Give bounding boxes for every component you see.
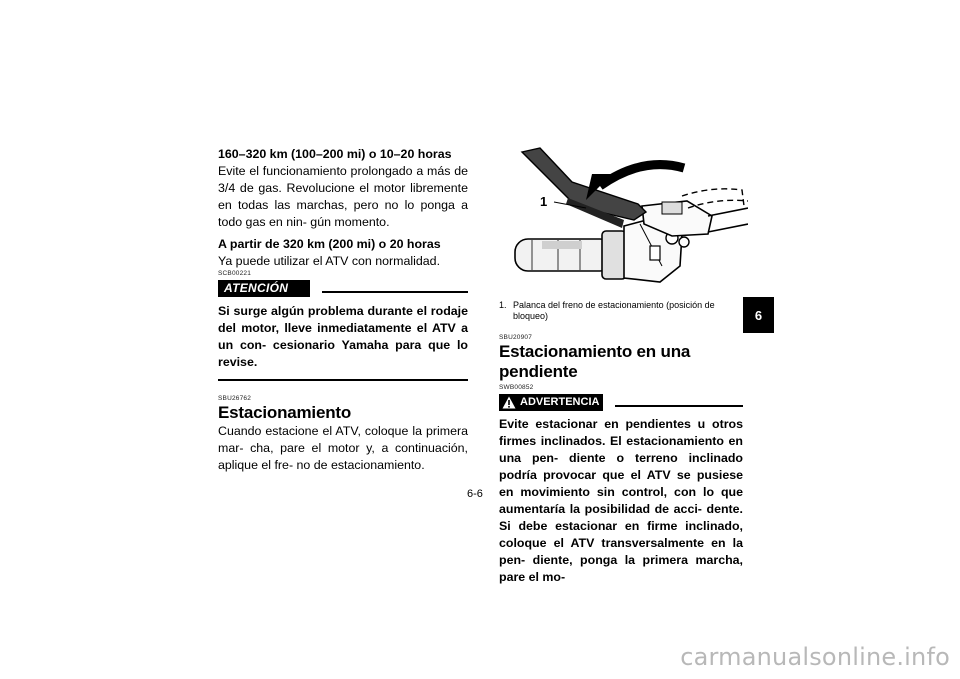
watermark: carmanualsonline.info — [680, 643, 950, 671]
section-title-slope: Estacionamiento en una pendiente — [499, 342, 691, 381]
left-column — [218, 146, 468, 474]
caption-text: Palanca del freno de estacionamiento (posición de bloqueo) — [513, 300, 715, 321]
warning-label: ADVERTENCIA — [520, 395, 600, 408]
warning-header — [499, 392, 743, 412]
paragraph-normal-use: Ya puede utilizar el ATV con normalidad. — [218, 254, 441, 268]
warning-triangle-icon — [502, 396, 516, 409]
warning-rule — [615, 405, 743, 407]
notice-header — [218, 278, 468, 298]
warning-text: Evite estacionar en pendientes u otros firmes inclinados. El estacionamiento en una pen- diente o terreno inclinado podría provocar que el ATV se pusiese en movimiento sin control, con lo que aumentaría la posibilidad de acci- dente. Si debe estacionar en firme inclinado, coloque el ATV transversalmente en la pen- diente, ponga la primera marcha, pare el mo- — [499, 417, 743, 584]
notice-code: SCB00221 — [218, 270, 252, 277]
warning-code: SWB00852 — [499, 384, 534, 391]
figure-caption — [499, 300, 743, 322]
notice-text: Si surge algún problema durante el rodaje del motor, lleve inmediatamente el ATV a un con- cesionario Yamaha para que lo revise. — [218, 304, 468, 369]
caption-number: 1. — [499, 300, 507, 310]
paragraph-break-in: Evite el funcionamiento prolongado a más de 3/4 de gas. Revolucione el motor libremente en todas las marchas, pero no lo ponga a todo gas en nin- gún momento. — [218, 164, 468, 229]
parking-brake-lever-illustration — [512, 146, 748, 294]
warning-label-box — [499, 394, 603, 411]
section-code-slope: SBU20907 — [499, 334, 533, 341]
notice-rule — [322, 291, 468, 293]
callout-number: 1 — [540, 194, 548, 209]
heading-break-in-320: 160–320 km (100–200 mi) o 10–20 horas — [218, 147, 452, 161]
notice-label: ATENCIÓN — [218, 280, 310, 297]
page-number: 6-6 — [467, 488, 483, 500]
paragraph-parking: Cuando estacione el ATV, coloque la primera mar- cha, pare el motor y, a continuación, aplique el fre- no de estacionamiento. — [218, 424, 468, 472]
section-title-parking: Estacionamiento — [218, 403, 352, 422]
chapter-tab: 6 — [743, 297, 774, 333]
section-code: SBU26762 — [218, 395, 252, 402]
right-column — [499, 300, 743, 586]
notice-bottom-rule — [218, 379, 468, 381]
heading-after-320: A partir de 320 km (200 mi) o 20 horas — [218, 237, 441, 251]
